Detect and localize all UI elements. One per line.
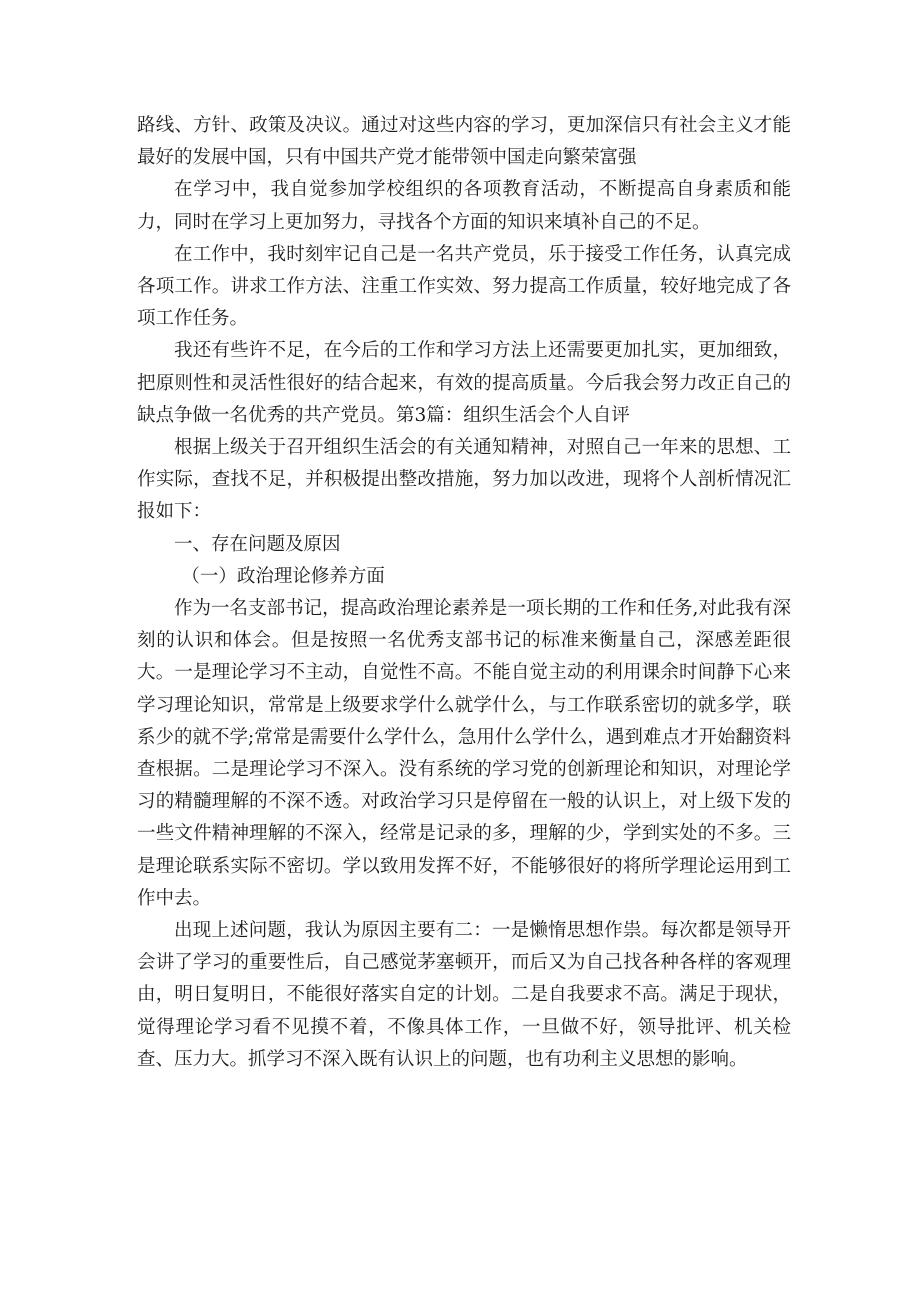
paragraph-causes: 出现上述问题，我认为原因主要有二：一是懒惰思想作祟。每次都是领导开会讲了学习的重要性后，自己感觉茅塞顿开，而后又为自己找各种各样的客观理由，明日复明日，不能很好落实自定的计划。二是自我要求不高。满足于现状，觉得理论学习看不见摸不着，不像具体工作，一旦做不好，领导批评、机关检查、压力大。抓学习不深入既有认识上的问题，也有功利主义思想的影响。 — [137, 920, 791, 1070]
paragraph-theory: 作为一名支部书记，提高政治理论素养是一项长期的工作和任务,对此我有深刻的认识和体会。但是按照一名优秀支部书记的标准来衡量自己，深感差距很大。一是理论学习不主动，自觉性不高。不能自觉主动的利用课余时间静下心来学习理论知识，常常是上级要求学什么就学什么，与工作联系密切的就多学，联系少的就不学;常常是需要什么学什么，急用什么学什么，遇到难点才开始翻资料查根据。二是理论学习不深入。没有系统的学习党的创新理论和知识，对理论学习的精髓理解的不深不透。对政治学习只是停留在一般的认识上，对上级下发的一些文件精神理解的不深入，经常是记录的多，理解的少，学到实处的不多。三是理论联系实际不密切。学以致用发挥不好，不能够很好的将所学理论运用到工作中去。 — [137, 598, 791, 909]
section-heading: 一、存在问题及原因 — [174, 533, 341, 555]
paragraph-continued: 路线、方针、政策及决议。通过对这些内容的学习，更加深信只有社会主义才能最好的发展中国，只有中国共产党才能带领中国走向繁荣富强 — [137, 115, 791, 169]
document-body — [137, 110, 791, 1076]
paragraph-work: 在工作中，我时刻牢记自己是一名共产党员，乐于接受工作任务，认真完成各项工作。讲求工作方法、注重工作实效、努力提高工作质量，较好地完成了各项工作任务。 — [137, 243, 791, 330]
paragraph-intro: 根据上级关于召开组织生活会的有关通知精神，对照自己一年来的思想、工作实际，查找不足，并积极提出整改措施，努力加以改进，现将个人剖析情况汇报如下： — [137, 437, 791, 523]
paragraph-shortcomings: 我还有些许不足，在今后的工作和学习方法上还需要更加扎实，更加细致，把原则性和灵活性很好的结合起来，有效的提高质量。今后我会努力改正自己的缺点争做一名优秀的共产党员。第3篇：组织生活会个人自评 — [137, 340, 791, 426]
paragraph-study: 在学习中，我自觉参加学校组织的各项教育活动，不断提高自身素质和能力，同时在学习上更加努力，寻找各个方面的知识来填补自己的不足。 — [137, 179, 791, 233]
subsection-heading: （一）政治理论修养方面 — [181, 565, 385, 587]
